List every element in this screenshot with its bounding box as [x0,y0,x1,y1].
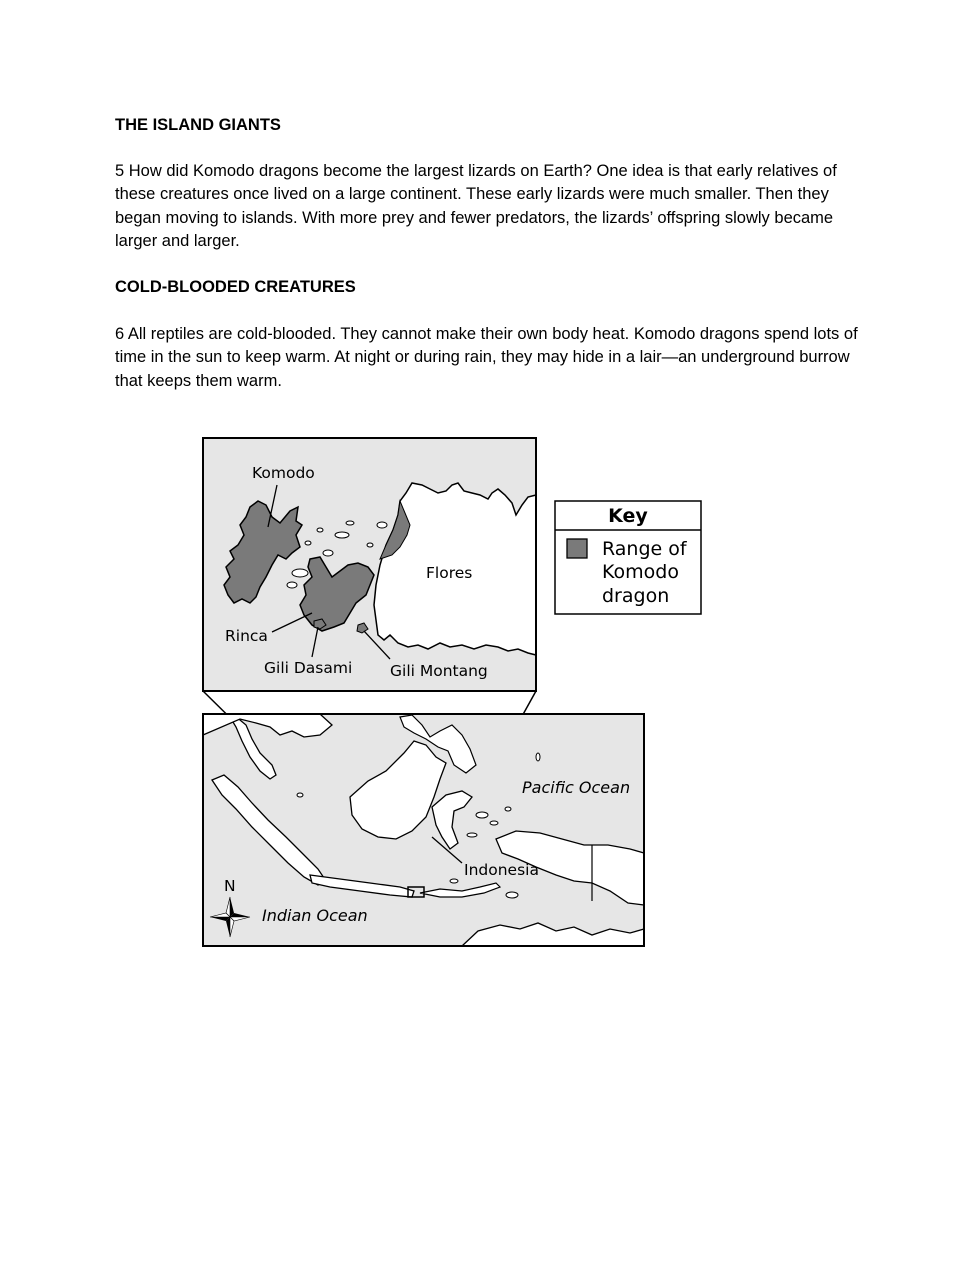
key-range-swatch [567,539,587,558]
key-entry-line2: Komodo [602,561,679,583]
komodo-range-map [200,435,710,950]
map-key [555,501,701,614]
label-indian-ocean: Indian Ocean [262,906,368,925]
paragraph-5: 5 How did Komodo dragons become the largest lizards on Earth? One idea is that early relatives of these creatures once lived on a large continent. These early lizards were much smaller. Then they began moving to islands. With more prey and fewer predators, the lizards’ offspring slowly became larger and larger. [115,162,837,250]
label-pacific-ocean: Pacific Ocean [522,778,631,797]
key-entry-line3: dragon [602,585,670,607]
label-gili-montang: Gili Montang [390,662,488,680]
label-rinca: Rinca [225,627,268,645]
label-flores: Flores [426,564,473,582]
heading-cold-blooded: COLD-BLOODED CREATURES [115,278,356,296]
label-north: N [224,877,236,895]
paragraph-6: 6 All reptiles are cold-blooded. They cannot make their own body heat. Komodo dragons spend lots of time in the sun to keep warm. At night or during rain, they may hide in a lair—an underground burrow that keeps them warm. [115,325,858,390]
label-komodo: Komodo [252,464,315,482]
heading-island-giants: THE ISLAND GIANTS [115,116,281,134]
inset-map [203,438,536,691]
key-title: Key [608,505,648,527]
map-svg [200,435,710,950]
overview-map [203,714,644,946]
label-gili-dasami: Gili Dasami [264,659,353,677]
label-indonesia: Indonesia [464,861,539,879]
key-entry-line1: Range of [602,538,687,560]
